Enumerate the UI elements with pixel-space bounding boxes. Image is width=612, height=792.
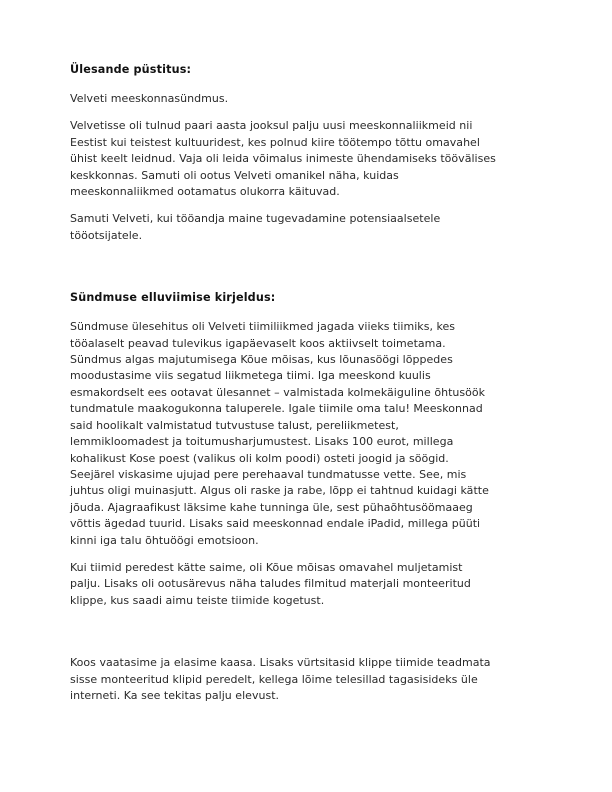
paragraph-reunion [70,560,528,609]
text-line: Velveti meeskonnasündmus. [70,92,229,105]
text-line: esmakordselt ees ootavat ülesannet – valmistada kolmekäiguline õhtusöök [70,385,486,399]
text-line: kinni iga talu õhtuöögi emotsioon. [70,533,259,547]
text-line: ühist keelt leidnud. Vaja oli leida võimalus inimeste ühendamiseks töövälises [70,152,496,166]
text-line: Koos vaatasime ja elasime kaasa. Lisaks vürtsitasid klippe tiimide teadmata [70,656,491,670]
paragraph-event-description [70,319,528,549]
text-line: võttis ägedad tuurid. Lisaks said meeskonnad endale iPadid, millega püüti [70,517,481,531]
text-line: interneti. Ka see tekitas palju elevust. [70,688,280,702]
spacer [70,78,528,91]
paragraph-intro [70,91,528,107]
spacer [70,609,528,655]
text-line: meeskonnaliikmed ootamatus olukorra käituvad. [70,185,340,199]
text-line: kohalikust Kose poest (valikus oli kolm poodi) osteti joogid ja söögid. [70,451,449,465]
text-line: Samuti Velveti, kui tööandja maine tugevadamine potensiaalsetele [70,212,441,226]
spacer [70,549,528,560]
text-line: Kui tiimid peredest kätte saime, oli Kõue mõisas omavahel muljetamist [70,560,463,574]
spacer [70,107,528,118]
text-line: klippe, kus saadi aimu teiste tiimide kogetust. [70,593,325,607]
text-line: lemmikloomadest ja toitumusharjumustest. Lisaks 100 eurot, millega [70,435,454,449]
paragraph-background [70,118,528,200]
text-line: Sündmuse ülesehitus oli Velveti tiimiliikmed jagada viieks tiimiks, kes [70,320,456,334]
text-line: moodustasime viis segatud liikmetega tiimi. Iga meeskond kuulis [70,369,431,383]
text-line: said hoolikalt valmistatud tutvustuse talust, pereliikmetest, [70,418,399,432]
section-heading-sundmuse-elluviimise-kirjeldus: Sündmuse elluviimise kirjeldus: [70,291,276,305]
text-line: juhtus oligi muinasjutt. Algus oli raske ja rabe, lõpp ei tahtnud kuidagi kätte [70,484,489,498]
text-line: tööalaselt peavad tulevikus igapäevaselt koos aktiivselt toimetama. [70,336,446,350]
text-line: tundmatule maakogukonna taluperele. Igale tiimile oma talu! Meeskonnad [70,402,483,416]
text-line: Sündmus algas majutumisega Kõue mõisas, kus lõunasöögi lõppedes [70,353,453,367]
text-line: sisse monteeritud klipid peredelt, kellega lõime telesillad tagasisideks üle [70,672,478,686]
text-line: keskkonnas. Samuti oli ootus Velveti omanikel näha, kuidas [70,168,399,182]
text-line: Seejärel viskasime ujujad pere perehaaval tundmatusse vette. See, mis [70,467,467,481]
text-line: palju. Lisaks oli ootusärevus näha taludes filmitud materjali monteeritud [70,577,471,591]
text-line: Velvetisse oli tulnud paari aasta jooksul palju uusi meeskonnaliikmeid nii [70,119,473,133]
document-body [70,62,528,704]
text-line: jõuda. Ajagraafikust läksime kahe tunninga üle, sest pühaõhtusöömaaeg [70,500,473,514]
section-heading-ulesande-pustitus: Ülesande püstitus: [70,63,192,76]
spacer [70,200,528,211]
spacer [70,306,528,319]
paragraph-employer-brand [70,211,528,244]
spacer [70,244,528,290]
text-line: tööotsijatele. [70,228,143,242]
text-line: Eestist kui teistest kultuuridest, kes polnud kiire töötempo tõttu omavahel [70,135,480,149]
paragraph-closing [70,655,528,704]
